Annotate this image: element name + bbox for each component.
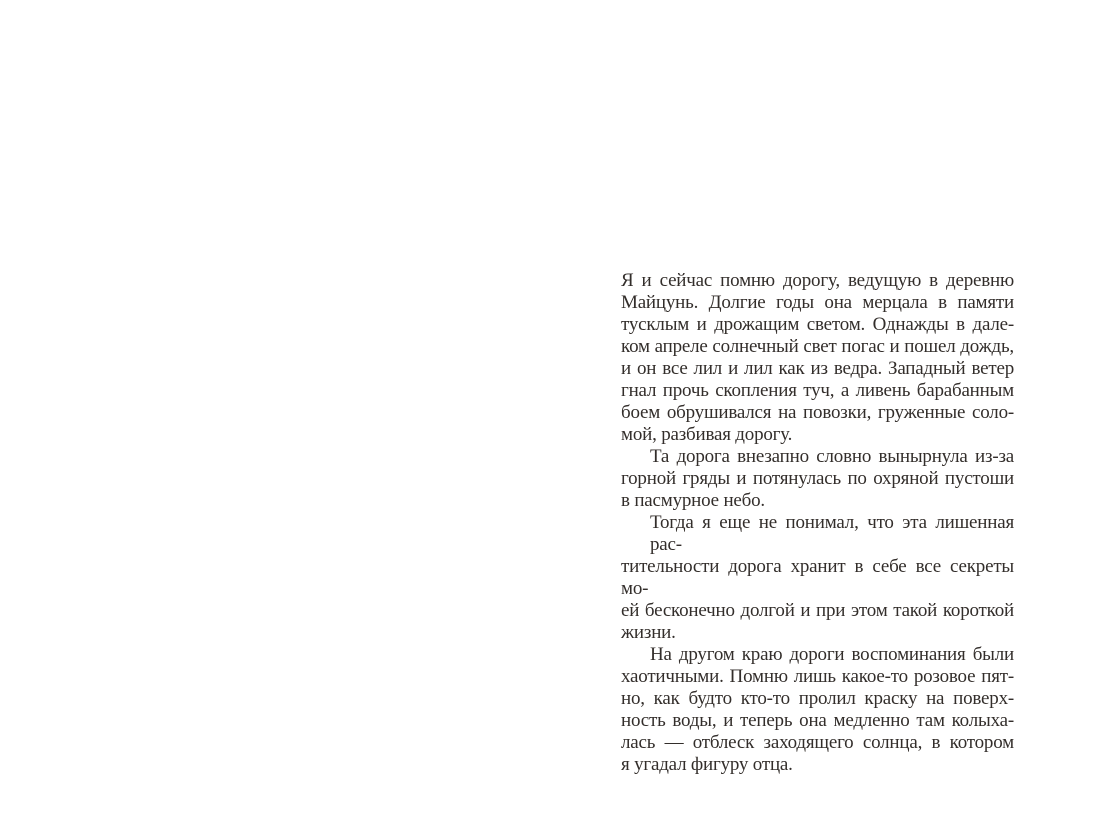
text-line: я угадал фигуру отца. [621,754,793,775]
text-line: Я и сейчас помню дорогу, ведущую в деревню [621,270,1014,291]
paragraph [621,270,1014,446]
paragraph [621,512,1014,644]
text-line: Майцунь. Долгие годы она мерцала в памяти [621,292,1014,313]
text-line: тительности дорога хранит в себе все секреты мо- [621,556,1014,599]
paragraph [621,644,1014,776]
paragraph [621,446,1014,512]
text-line: На другом краю дороги воспоминания были [650,644,1014,665]
page-text-block [621,270,1014,776]
text-line: но, как будто кто-то пролил краску на поверх- [621,688,1014,709]
text-line: ей бесконечно долгой и при этом такой короткой [621,600,1014,621]
text-line: горной гряды и потянулась по охряной пустоши [621,468,1014,489]
text-line: Тогда я еще не понимал, что эта лишенная рас- [650,512,1014,555]
text-line: тусклым и дрожащим светом. Однажды в дале- [621,314,1014,335]
text-line: жизни. [621,622,676,643]
text-line: лась — отблеск заходящего солнца, в котором [621,732,1014,753]
text-line: ком апреле солнечный свет погас и пошел дождь, [621,336,1014,357]
text-line: и он все лил и лил как из ведра. Западный ветер [621,358,1014,379]
text-line: Та дорога внезапно словно вынырнула из-за [650,446,1014,467]
text-line: мой, разбивая дорогу. [621,424,793,445]
text-line: хаотичными. Помню лишь какое-то розовое пят- [621,666,1014,687]
text-line: боем обрушивался на повозки, груженные соло- [621,402,1014,423]
text-line: гнал прочь скопления туч, а ливень барабанным [621,380,1014,401]
text-line: ность воды, и теперь она медленно там колыха- [621,710,1014,731]
text-line: в пасмурное небо. [621,490,765,511]
